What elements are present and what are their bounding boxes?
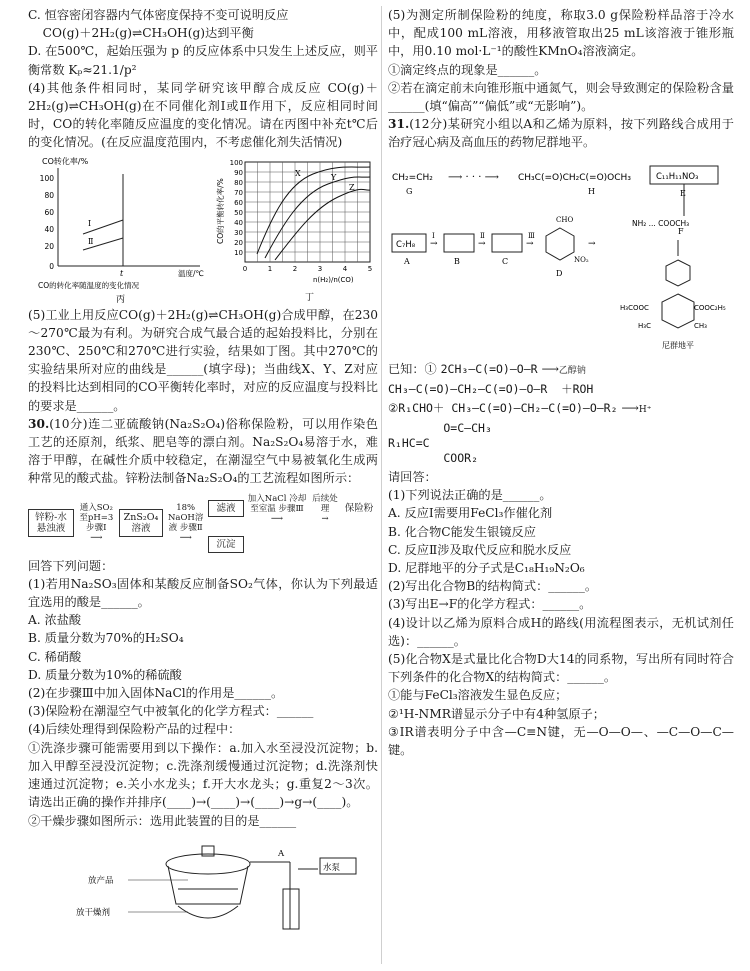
- q31-1-option-b: B. 化合物C能发生银镜反应: [388, 524, 536, 539]
- flow-box-filtrate: 滤液: [208, 500, 244, 517]
- ytick: 20: [44, 241, 54, 251]
- question-5-text: (5)工业上用反应CO(g)＋2H₂(g)⇌CH₃OH(g)合成甲醇，在230～270℃最为有利。为研究合成气最合适的起始投料比，分别在230℃、250℃和270℃进行实验，结果如丁图。其中270℃的实验结果所对应的曲线是______(填字母)；当曲线X、Y、Z对应的投料比达到相同的CO平衡转化率时，对应的反应温度与投料比的要求是______。: [28, 307, 378, 413]
- chart-ding-xlabel: n(H₂)/n(CO): [313, 275, 354, 284]
- q30-1-option-c: C. 稀硝酸: [28, 649, 82, 664]
- ytick: 100: [229, 158, 243, 167]
- curve-ii-label: Ⅱ: [88, 236, 94, 246]
- process-flow: [28, 494, 378, 553]
- ytick: 80: [234, 178, 243, 187]
- xtick: 0: [242, 264, 248, 273]
- label-a: A: [278, 848, 285, 859]
- svg-text:CH₃C(=O)CH₂C(=O)OCH₃: CH₃C(=O)CH₂C(=O)OCH₃: [518, 172, 631, 183]
- xtick: 3: [317, 264, 323, 273]
- xtick: 5: [367, 264, 373, 273]
- option-c-equation: CO(g)＋2H₂(g)⇌CH₃OH(g)达到平衡: [42, 26, 254, 41]
- q31-4: (4)设计以乙烯为原料合成H的路线(用流程图表示，无机试剂任选)：______。: [388, 615, 734, 648]
- curve-x-label: X: [295, 168, 301, 178]
- q31-2: (2)写出化合物B的结构简式：______。: [388, 579, 598, 594]
- drying-apparatus: [28, 834, 358, 934]
- flow-branch: [208, 494, 378, 553]
- flow-step-1: [74, 503, 119, 543]
- flow-box-zns2o4: ZnS₂O₄溶液: [119, 509, 164, 537]
- known-2: [388, 399, 734, 419]
- reaction-1-label: Ⅰ: [432, 231, 435, 240]
- known-eq2-right: O=C—CH₃ R₁HC=C COOR₂: [388, 421, 492, 466]
- reaction-3-label: Ⅲ: [528, 231, 535, 240]
- flow-box-zinc: 锌粉-水悬浊液: [28, 509, 74, 537]
- ytick: 70: [234, 188, 243, 197]
- compound-e-label: E: [680, 188, 686, 198]
- compound-e: C₁₁H₁₁NO₃: [656, 171, 699, 182]
- known-eq1-right: CH₃—C(=O)—CH₂—C(=O)—O—R ＋ROH: [388, 381, 594, 396]
- flow-step-2: [163, 503, 208, 543]
- question-4-text: (4)其他条件相同时，某同学研究该甲醇合成反应 CO(g)＋2H₂(g)⇌CH₃OH(g)在不同催化剂Ⅰ或Ⅱ作用下，反应相同时间时，CO的转化率随反应温度的变化情况。请在丙图中补充t℃后的变化情况。(在反应温度范围内，不考虑催化剂失活情况): [28, 80, 378, 150]
- q30-5-1: ①滴定终点的现象是______。: [388, 62, 547, 77]
- q30-4-1: ①洗涤步骤可能需要用到以下操作：a.加入水至浸没沉淀物；b.加入甲醇至浸没沉淀物；c.洗涤剂缓慢通过沉淀物；d.洗涤剂快速通过沉淀物；e.关小水龙头；f.开大水龙头；g.重复2～3次。请选出正确的操作并排序(____)→(____)→(____)→g→(____)。: [28, 740, 378, 810]
- question-30-stem: (10分)连二亚硫酸钠(Na₂S₂O₄)俗称保险粉，可以用作染色工艺的还原剂，纸浆、肥皂等的漂白剂。Na₂S₂O₄易溶于水，难溶于甲醇，在碱性介质中较稳定，在潮湿空气中易被氧化生成两种常见的酸式盐。锌粉法制备Na₂S₂O₄的工艺流程如图所示：: [28, 416, 378, 486]
- q30-4: (4)后续处理得到保险粉产品的过程中：: [28, 722, 241, 737]
- svg-text:→: →: [430, 238, 438, 249]
- ytick: 40: [234, 218, 243, 227]
- ytick: 30: [234, 228, 243, 237]
- chart-bing-name: 丙: [116, 294, 126, 304]
- svg-text:NH₂ ... COOCH₃: NH₂ ... COOCH₃: [632, 218, 690, 228]
- compound-d-label: D: [556, 268, 563, 278]
- question-31: [388, 115, 734, 151]
- flow-step-4: [310, 494, 340, 524]
- q31-1-option-c: C. 反应Ⅱ涉及取代反应和脱水反应: [388, 542, 572, 557]
- product-name: 尼群地平: [662, 340, 694, 350]
- ytick: 90: [234, 168, 243, 177]
- charts-figure: [28, 154, 378, 304]
- xtick: 4: [342, 264, 348, 273]
- q30-4-2: ②干燥步骤如图所示：选用此装置的目的是______: [28, 813, 297, 828]
- q31-1-option-a: A. 反应Ⅰ需要用FeCl₃作催化剂: [388, 506, 553, 521]
- option-d: D. 在500℃，起始压强为 p 的反应体系中只发生上述反应，则平衡常数 Kₚ≈21.1/p²: [28, 44, 378, 77]
- synthesis-scheme: [388, 156, 734, 356]
- chart-bing-xlabel: 温度/℃: [178, 268, 204, 278]
- compound-b-label: B: [454, 256, 460, 266]
- svg-text:NO₂: NO₂: [574, 255, 589, 264]
- flow-branch-top: [208, 494, 378, 524]
- chart-ding-yticks: [230, 159, 243, 257]
- svg-text:COOC₂H₅: COOC₂H₅: [694, 303, 726, 312]
- compound-f-label: F: [678, 226, 684, 236]
- svg-text:→: →: [526, 238, 534, 249]
- known-eq2-left: ②R₁CHO＋ CH₃—C(=O)—CH₂—C(=O)—O—R₂: [388, 400, 618, 415]
- q30-5: (5)为测定所制保险粉的纯度，称取3.0 g保险粉样品溶于冷水中，配成100 mL溶液，用移液管取出25 mL该溶液于锥形瓶中，用0.10 mol·L⁻¹的酸性KMnO₄溶液滴定。: [388, 8, 734, 59]
- q30-2: (2)在步骤Ⅲ中加入固体NaCl的作用是______。: [28, 686, 284, 701]
- q30-1-option-b: B. 质量分数为70%的H₂SO₄: [28, 631, 184, 646]
- ytick: 60: [44, 207, 54, 217]
- ytick: 20: [234, 238, 243, 247]
- q31-5-cond-1: ①能与FeCl₃溶液发生显色反应；: [388, 688, 568, 703]
- known-1: [388, 360, 734, 380]
- label-desiccant: 放干燥剂: [76, 907, 111, 918]
- chart-bing-caption: CO的转化率随温度的变化情况: [38, 280, 140, 290]
- ask-prompt: 请回答：: [388, 470, 437, 485]
- t-label: t: [120, 268, 124, 278]
- q30-1: (1)若用Na₂SO₃固体和某酸反应制备SO₂气体，你认为下列最适宜选用的酸是______。: [28, 576, 378, 610]
- svg-text:H₃C: H₃C: [638, 321, 651, 330]
- chart-ding: [213, 154, 378, 304]
- known-eq2-arrow: ⟶: [621, 400, 639, 415]
- svg-text:H₃COOC: H₃COOC: [620, 303, 649, 312]
- chart-bing-yticks: [40, 174, 55, 271]
- ytick: 50: [234, 208, 243, 217]
- arrow-right-icon: →: [321, 513, 329, 524]
- reaction-2-label: Ⅱ: [480, 231, 485, 240]
- known-eq1-catalyst: 乙醇钠: [558, 365, 586, 376]
- answer-prompt: 回答下列问题：: [28, 558, 114, 573]
- question-30: [28, 415, 378, 488]
- ytick: 0: [49, 261, 54, 271]
- known-eq1-arrow: ⟶: [541, 361, 559, 376]
- flow-step-3-label: 加入NaCl 冷却至室温 步骤Ⅲ: [247, 493, 307, 514]
- option-c: C. 恒容密闭容器内气体密度保持不变可说明反应: [28, 8, 289, 22]
- compound-h-label: H: [588, 186, 595, 196]
- curve-i-label: Ⅰ: [88, 218, 92, 228]
- known-label: 已知：①: [388, 361, 437, 376]
- compound-a-label: A: [404, 256, 410, 266]
- flow-step-3: [244, 494, 310, 524]
- chart-ding-ylabel: CO的平衡转化率/%: [216, 177, 225, 244]
- curve-z-label: Z: [349, 182, 355, 192]
- q30-1-option-a: A. 浓盐酸: [28, 613, 82, 628]
- ytick: 10: [234, 248, 243, 257]
- ytick: 40: [44, 224, 54, 234]
- compound-a: C₇H₈: [396, 239, 416, 250]
- chart-ding-name: 丁: [305, 292, 315, 303]
- svg-text:→: →: [478, 238, 486, 249]
- xtick: 2: [292, 264, 298, 273]
- q31-1-option-d: D. 尼群地平的分子式是C₁₈H₁₉N₂O₆: [388, 561, 585, 576]
- column-divider: [381, 6, 382, 964]
- label-product: 放产品: [88, 875, 114, 886]
- compound-c-label: C: [502, 256, 509, 266]
- question-31-stem: (12分)某研究小组以A和乙烯为原料，按下列路线合成用于治疗冠心病及高血压的药物尼群地平。: [388, 117, 734, 150]
- right-column: [388, 6, 734, 759]
- svg-text:→: →: [588, 238, 596, 249]
- flow-step-2-label: 18% NaOH溶液 步骤Ⅱ: [167, 503, 204, 534]
- arrow-right-icon: ⟶: [90, 533, 103, 544]
- flow-box-precipitate: 沉淀: [208, 536, 244, 553]
- svg-text:CHO: CHO: [556, 215, 574, 224]
- question-30-number: 30.: [28, 416, 50, 431]
- known-eq1-left: 2CH₃—C(=O)—O—R: [440, 361, 538, 376]
- xtick: 1: [267, 264, 273, 273]
- flow-step-4-label: 后续处理: [312, 493, 338, 514]
- question-31-number: 31.: [388, 117, 410, 132]
- arrow-right-icon: ⟶: [270, 513, 284, 524]
- ytick: 100: [39, 173, 54, 183]
- q30-3: (3)保险粉在潮湿空气中被氧化的化学方程式：______: [28, 704, 314, 719]
- curve-z: [275, 189, 370, 260]
- svg-text:CH₃: CH₃: [694, 321, 707, 330]
- known-eq2-catalyst: H⁺: [638, 404, 652, 415]
- q30-1-option-d: D. 质量分数为10%的稀硫酸: [28, 667, 182, 682]
- chart-bing-ylabel: CO转化率/%: [42, 156, 89, 166]
- flow-step-1-label: 通入SO₂至pH=3 步骤Ⅰ: [79, 503, 114, 534]
- compound-g-label: G: [406, 186, 413, 196]
- curve-y-label: Y: [331, 172, 337, 182]
- ytick: 80: [44, 190, 54, 200]
- q31-5-cond-2: ②¹H-NMR谱显示分子中有4种氢原子；: [388, 706, 605, 721]
- q31-1: (1)下列说法正确的是______。: [388, 488, 552, 503]
- label-pump: 水泵: [323, 862, 341, 873]
- q31-5-cond-3: ③IR谱表明分子中含—C≡N键，无—O—O—、—C—O—C—键。: [388, 724, 734, 758]
- ytick: 60: [234, 198, 243, 207]
- arrow-right-icon: ⟶: [179, 533, 192, 544]
- q30-5-2: ②若在滴定前未向锥形瓶中通氮气，则会导致测定的保险粉含量______(填“偏高”“偏低”或“无影响”)。: [388, 80, 734, 114]
- q31-3: (3)写出E→F的化学方程式：______。: [388, 597, 592, 612]
- left-column: [28, 6, 378, 934]
- flow-box-product: 保险粉: [340, 501, 378, 516]
- svg-text:⟶ · · · ⟶: ⟶ · · · ⟶: [448, 171, 499, 183]
- chart-ding-xticks: [243, 265, 372, 273]
- compound-g: CH₂=CH₂: [392, 172, 433, 183]
- q31-5: (5)化合物X是式量比化合物D大14的同系物，写出所有同时符合下列条件的化合物X的结构简式：______。: [388, 652, 734, 685]
- chart-bing: [28, 154, 208, 304]
